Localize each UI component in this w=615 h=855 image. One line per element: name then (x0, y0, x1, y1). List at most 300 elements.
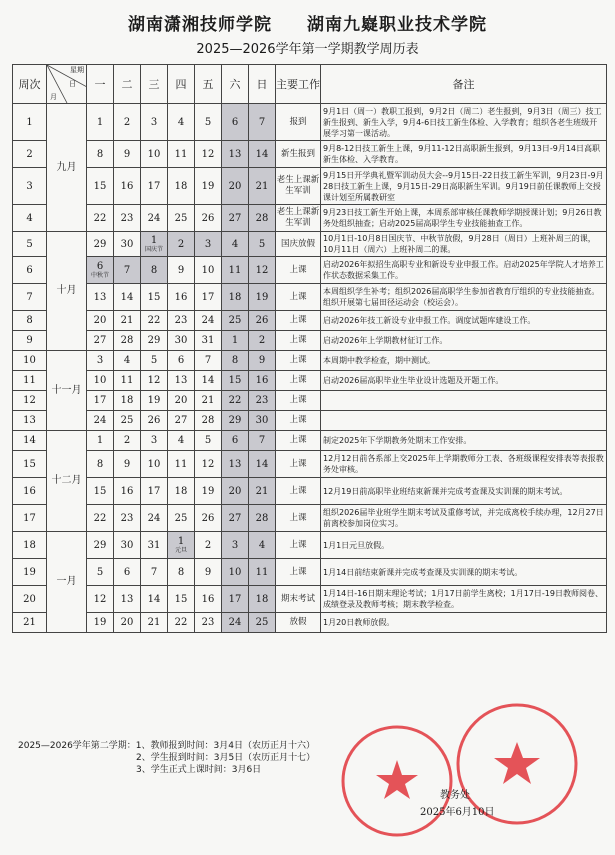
day-number: 22 (93, 212, 107, 224)
day-cell (114, 257, 141, 284)
day-number: 9 (204, 566, 212, 578)
day-cell (222, 284, 249, 311)
day-number: 19 (255, 291, 269, 303)
day-cell (87, 104, 114, 141)
day-number: 2 (204, 539, 212, 551)
day-number: 5 (204, 116, 212, 128)
day-cell (222, 505, 249, 532)
day-number: 2 (123, 116, 131, 128)
week-row (13, 411, 607, 431)
day-cell (195, 141, 222, 168)
day-cell (168, 532, 195, 559)
main-work: 上课 (276, 532, 321, 559)
day-cell (168, 371, 195, 391)
day-cell (195, 391, 222, 411)
week-note: 9月23日技工新生开始上课，本周系部审核任课教师学期授课计划；9月26日教务处组织抽查；启动2025届高职学生专业技能抽查工作。 (321, 205, 607, 232)
day-cell (87, 391, 114, 411)
main-work: 上课 (276, 351, 321, 371)
day-number: 3 (231, 539, 239, 551)
week-number: 6 (13, 257, 47, 284)
day-cell (141, 613, 168, 633)
day-number: 6 (123, 566, 131, 578)
day-cell (114, 586, 141, 613)
day-cell (249, 431, 276, 451)
day-cell (114, 411, 141, 431)
week-note: 1月20日教师放假。 (321, 613, 607, 633)
day-cell (114, 205, 141, 232)
day-cell (249, 559, 276, 586)
page-title (0, 10, 615, 35)
day-cell (195, 232, 222, 257)
day-cell (168, 451, 195, 478)
week-note: 9月1日（周一）教职工报到，9月2日（周二）老生报到，9月3日（周三）技工新生报到、新生入学，9月4-6日技工新生体检、入学教育；组织各老生班级开展学习第一课活动。 (321, 104, 607, 141)
day-number: 27 (228, 212, 242, 224)
day-cell (87, 532, 114, 559)
day-cell (168, 478, 195, 505)
day-cell (87, 371, 114, 391)
day-number: 20 (174, 395, 188, 406)
day-cell (195, 257, 222, 284)
day-number: 3 (150, 116, 158, 128)
day-number: 17 (93, 395, 107, 406)
day-cell (249, 232, 276, 257)
corner-header (47, 65, 87, 104)
main-work: 上课 (276, 451, 321, 478)
day-cell (222, 559, 249, 586)
day-number: 7 (204, 355, 212, 366)
day-number: 11 (174, 458, 188, 470)
main-work: 老生上课新生军训 (276, 168, 321, 205)
week-row (13, 311, 607, 331)
day-cell (195, 351, 222, 371)
day-cell (249, 205, 276, 232)
day-cell (249, 411, 276, 431)
day-cell (141, 168, 168, 205)
issuing-department: 教务处 (440, 790, 470, 801)
day-number: 27 (174, 415, 188, 426)
day-number: 6 (231, 435, 239, 446)
issue-date: 2025年6月10日 (420, 807, 495, 818)
day-number: 24 (93, 415, 107, 426)
day-number: 10 (93, 375, 107, 386)
day-number: 22 (147, 315, 161, 326)
main-work: 放假 (276, 613, 321, 633)
day-cell (195, 205, 222, 232)
day-number: 16 (120, 485, 134, 497)
day-number: 17 (201, 291, 215, 303)
day-number: 25 (174, 212, 188, 224)
day-number: 8 (96, 148, 104, 160)
day-cell (141, 559, 168, 586)
main-work: 上课 (276, 391, 321, 411)
day-header-sat: 六 (222, 65, 249, 104)
day-number: 7 (150, 566, 158, 578)
day-number: 4 (258, 539, 266, 551)
week-row (13, 451, 607, 478)
day-cell (168, 391, 195, 411)
week-note: 启动2026届高职毕业生毕业设计选题及开题工作。 (321, 371, 607, 391)
main-work: 上课 (276, 311, 321, 331)
month-label: 十月 (47, 232, 87, 351)
day-cell (249, 284, 276, 311)
day-number: 30 (174, 335, 188, 346)
day-cell (114, 141, 141, 168)
day-number: 28 (201, 415, 215, 426)
week-number: 15 (13, 451, 47, 478)
day-cell (114, 478, 141, 505)
week-note: 1月1日元旦放假。 (321, 532, 607, 559)
week-row (13, 284, 607, 311)
day-cell (168, 311, 195, 331)
day-cell (114, 284, 141, 311)
day-number: 26 (147, 415, 161, 426)
week-number: 18 (13, 532, 47, 559)
day-number: 12 (201, 148, 215, 160)
day-cell (222, 104, 249, 141)
month-label: 九月 (47, 104, 87, 232)
week-number: 17 (13, 505, 47, 532)
day-number: 14 (201, 375, 215, 386)
day-number: 1 (231, 335, 239, 346)
day-cell (114, 351, 141, 371)
day-number: 25 (174, 512, 188, 524)
week-note: 9月8-12日技工新生上课，9月11-12日高职新生报到，9月13日-9月14日高职新生体检、入学教育。 (321, 141, 607, 168)
day-cell (168, 351, 195, 371)
day-number: 20 (228, 180, 242, 192)
school-name-b: 湖南九嶷职业技术学院 (306, 15, 487, 35)
day-number: 24 (228, 617, 242, 628)
calendar-table (12, 64, 607, 633)
day-number: 22 (93, 512, 107, 524)
day-number: 15 (228, 375, 242, 386)
week-number: 3 (13, 168, 47, 205)
day-number: 3 (150, 435, 158, 446)
main-work: 上课 (276, 371, 321, 391)
main-work: 上课 (276, 559, 321, 586)
week-note: 组织2026届毕业班学生期末考试及重修考试，并完成离校手续办理，12月27日前离校参加岗位实习。 (321, 505, 607, 532)
week-row (13, 371, 607, 391)
day-cell (87, 232, 114, 257)
day-number: 15 (147, 291, 161, 303)
day-header-tue: 二 (114, 65, 141, 104)
day-number: 21 (255, 180, 269, 192)
day-number: 20 (228, 485, 242, 497)
day-cell (249, 331, 276, 351)
day-number: 16 (120, 180, 134, 192)
day-cell (87, 505, 114, 532)
week-row (13, 559, 607, 586)
main-work: 上课 (276, 257, 321, 284)
day-cell (249, 257, 276, 284)
day-number: 24 (201, 315, 215, 326)
day-number: 24 (147, 512, 161, 524)
day-cell (168, 613, 195, 633)
day-cell (222, 311, 249, 331)
day-number: 21 (120, 315, 134, 326)
day-cell (195, 451, 222, 478)
day-cell (87, 205, 114, 232)
left-seal-stamp (338, 722, 456, 840)
day-cell (222, 478, 249, 505)
day-cell (141, 284, 168, 311)
next-term-note-2: 2、学生报到时间：3月5日（农历正月十七） (136, 753, 316, 763)
day-cell (222, 532, 249, 559)
day-cell (168, 104, 195, 141)
day-cell (168, 331, 195, 351)
day-number: 25 (255, 617, 269, 628)
week-number: 9 (13, 331, 47, 351)
day-cell (87, 411, 114, 431)
day-number: 10 (201, 264, 215, 276)
day-number: 30 (120, 238, 134, 250)
day-cell (141, 104, 168, 141)
day-number: 18 (228, 291, 242, 303)
week-note: 1月14日前结束新课并完成考查课及实训课的期末考试。 (321, 559, 607, 586)
day-cell (249, 613, 276, 633)
day-cell (114, 505, 141, 532)
week-note: 启动2026年拟招生高职专业和新设专业申报工作。启动2025年学院人才培养工作状态数据采集工作。 (321, 257, 607, 284)
day-number: 4 (123, 355, 131, 366)
corner-day-label: 日 (69, 80, 76, 88)
day-cell (195, 284, 222, 311)
week-note: 12月12日前各系部上交2025年上学期教师分工表、各班级课程安排表等表报教务处审核。 (321, 451, 607, 478)
day-number: 4 (177, 435, 185, 446)
day-cell (87, 431, 114, 451)
day-cell (87, 284, 114, 311)
day-number: 14 (120, 291, 134, 303)
day-cell (249, 168, 276, 205)
day-cell (141, 141, 168, 168)
day-number: 20 (93, 315, 107, 326)
day-cell (168, 411, 195, 431)
day-cell (222, 205, 249, 232)
day-number: 14 (255, 148, 269, 160)
day-number: 11 (228, 264, 242, 276)
week-row (13, 104, 607, 141)
week-note: 启动2026年上学期教材征订工作。 (321, 331, 607, 351)
day-cell (87, 311, 114, 331)
day-cell (114, 371, 141, 391)
day-cell (87, 351, 114, 371)
day-number: 8 (177, 566, 185, 578)
week-number: 10 (13, 351, 47, 371)
day-number: 10 (147, 458, 161, 470)
week-number: 4 (13, 205, 47, 232)
day-cell (114, 532, 141, 559)
day-number: 14 (255, 458, 269, 470)
day-number: 25 (228, 315, 242, 326)
day-cell (249, 505, 276, 532)
week-note: 本周组织学生补考；组织2026届高职学生参加省教育厅组织的专业技能抽查。组织开展第七届田径运动会（校运会）。 (321, 284, 607, 311)
day-cell (168, 559, 195, 586)
week-number: 12 (13, 391, 47, 411)
day-number: 17 (147, 485, 161, 497)
day-cell (87, 586, 114, 613)
day-cell (87, 168, 114, 205)
week-number: 5 (13, 232, 47, 257)
work-col-header: 主要工作 (276, 65, 321, 104)
day-cell (141, 478, 168, 505)
day-number: 16 (255, 375, 269, 386)
day-cell (195, 586, 222, 613)
day-number: 22 (228, 395, 242, 406)
day-cell (141, 351, 168, 371)
day-cell (114, 168, 141, 205)
day-number: 4 (177, 116, 185, 128)
day-number: 5 (96, 566, 104, 578)
day-number: 28 (255, 512, 269, 524)
day-number: 10 (228, 566, 242, 578)
week-note (321, 411, 607, 431)
day-cell (249, 351, 276, 371)
day-number: 9 (123, 458, 131, 470)
day-cell (141, 257, 168, 284)
day-cell (141, 371, 168, 391)
day-header-sun: 日 (249, 65, 276, 104)
day-number: 17 (147, 180, 161, 192)
day-number: 15 (174, 593, 188, 605)
day-header-thu: 四 (168, 65, 195, 104)
day-cell (249, 311, 276, 331)
day-number: 9 (258, 355, 266, 366)
day-cell (222, 232, 249, 257)
day-cell (249, 371, 276, 391)
day-cell (141, 505, 168, 532)
holiday-label: 中秋节 (90, 272, 109, 279)
day-cell (168, 505, 195, 532)
day-number: 26 (255, 315, 269, 326)
day-number: 2 (177, 238, 185, 250)
week-row (13, 168, 607, 205)
week-col-header: 周次 (13, 65, 47, 104)
day-cell (141, 311, 168, 331)
day-number: 13 (120, 593, 134, 605)
week-row (13, 205, 607, 232)
day-number: 18 (174, 180, 188, 192)
day-cell (168, 205, 195, 232)
day-cell (114, 311, 141, 331)
day-cell (249, 586, 276, 613)
week-note: 12月19日前高职毕业班结束新课并完成考查课及实训课的期末考试。 (321, 478, 607, 505)
day-number: 6 (177, 355, 185, 366)
day-cell (114, 391, 141, 411)
calendar-body (13, 104, 607, 633)
day-number: 7 (123, 264, 131, 276)
day-number: 1 (177, 536, 185, 547)
day-number: 21 (201, 395, 215, 406)
day-number: 29 (93, 238, 107, 250)
day-number: 11 (120, 375, 134, 386)
day-number: 4 (231, 238, 239, 250)
day-cell (141, 451, 168, 478)
day-number: 18 (120, 395, 134, 406)
day-number: 9 (123, 148, 131, 160)
day-cell (195, 168, 222, 205)
day-number: 19 (147, 395, 161, 406)
day-cell (141, 232, 168, 257)
week-number: 11 (13, 371, 47, 391)
day-cell (195, 478, 222, 505)
day-cell (141, 331, 168, 351)
day-number: 17 (228, 593, 242, 605)
day-number: 12 (147, 375, 161, 386)
day-cell (222, 411, 249, 431)
holiday-label: 国庆节 (144, 246, 163, 253)
day-number: 29 (228, 415, 242, 426)
day-cell (195, 311, 222, 331)
day-number: 7 (258, 116, 266, 128)
day-cell (168, 141, 195, 168)
day-cell (249, 141, 276, 168)
day-cell (141, 205, 168, 232)
day-number: 13 (174, 375, 188, 386)
week-note: 本周期中教学检查，期中测试。 (321, 351, 607, 371)
day-number: 9 (177, 264, 185, 276)
main-work: 上课 (276, 411, 321, 431)
day-number: 1 (96, 435, 104, 446)
corner-month-label: 月 (50, 93, 57, 101)
day-cell (222, 451, 249, 478)
day-number: 23 (255, 395, 269, 406)
day-number: 8 (231, 355, 239, 366)
day-number: 8 (96, 458, 104, 470)
day-number: 30 (255, 415, 269, 426)
day-cell (195, 411, 222, 431)
day-number: 14 (147, 593, 161, 605)
week-row (13, 141, 607, 168)
week-number: 2 (13, 141, 47, 168)
day-number: 29 (147, 335, 161, 346)
day-cell (222, 257, 249, 284)
week-number: 13 (13, 411, 47, 431)
day-cell (114, 232, 141, 257)
day-cell (195, 613, 222, 633)
day-cell (222, 168, 249, 205)
day-number: 25 (120, 415, 134, 426)
day-cell (222, 586, 249, 613)
month-label: 十一月 (47, 351, 87, 431)
day-cell (249, 391, 276, 411)
day-cell (195, 505, 222, 532)
week-number: 1 (13, 104, 47, 141)
day-number: 12 (201, 458, 215, 470)
day-number: 13 (228, 148, 242, 160)
week-row (13, 391, 607, 411)
day-number: 5 (258, 238, 266, 250)
day-number: 29 (93, 539, 107, 551)
day-number: 2 (258, 335, 266, 346)
day-cell (249, 104, 276, 141)
day-number: 13 (93, 291, 107, 303)
day-number: 6 (96, 261, 104, 272)
school-name-a: 湖南潇湘技师学院 (128, 15, 273, 35)
holiday-label: 元旦 (174, 547, 187, 554)
day-number: 7 (258, 435, 266, 446)
day-number: 5 (150, 355, 158, 366)
main-work: 上课 (276, 505, 321, 532)
day-number: 19 (201, 485, 215, 497)
day-cell (87, 141, 114, 168)
day-cell (222, 613, 249, 633)
day-number: 1 (96, 116, 104, 128)
next-term-notes (18, 740, 315, 776)
week-number: 8 (13, 311, 47, 331)
day-number: 28 (255, 212, 269, 224)
day-number: 6 (231, 116, 239, 128)
day-number: 28 (120, 335, 134, 346)
day-cell (114, 104, 141, 141)
main-work: 老生上课新生军训 (276, 205, 321, 232)
